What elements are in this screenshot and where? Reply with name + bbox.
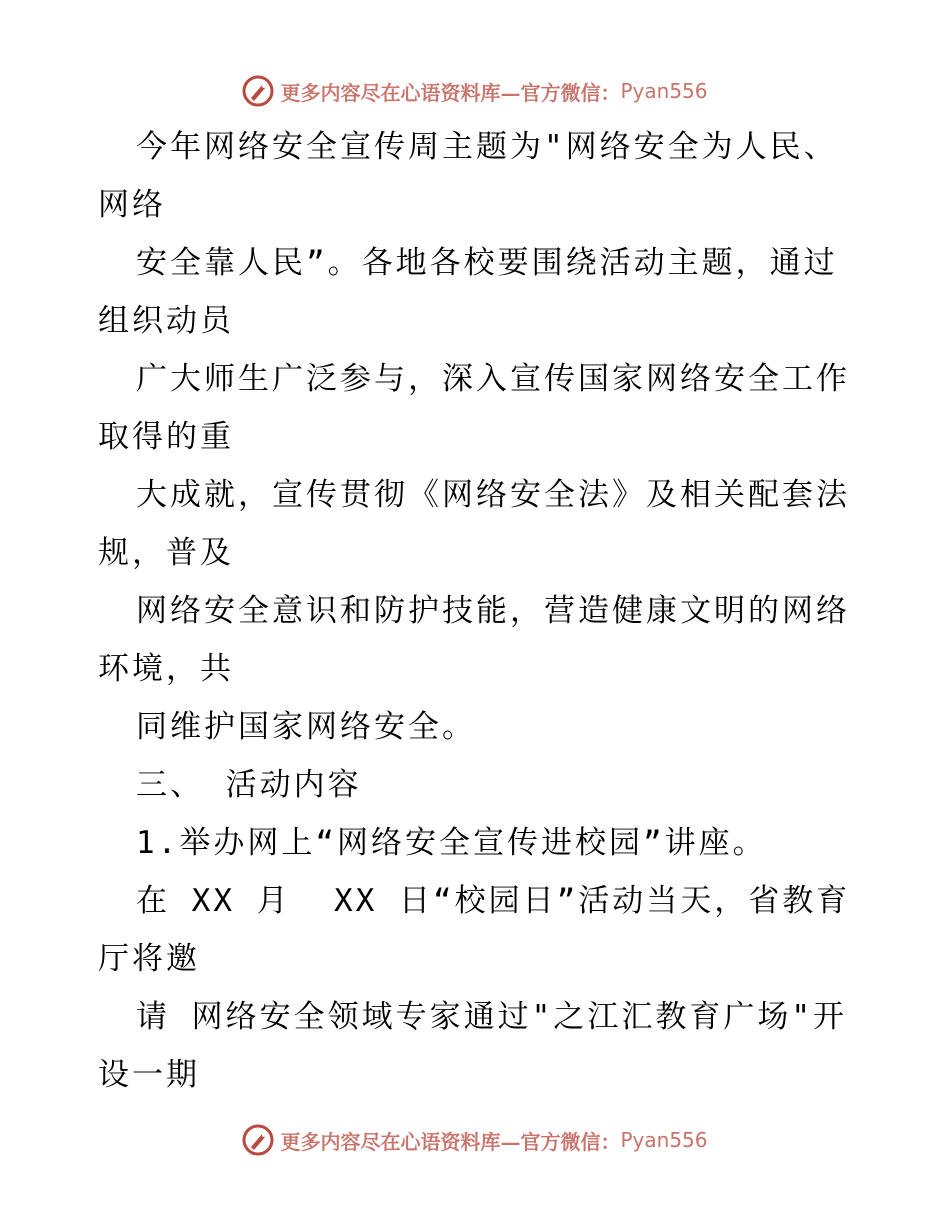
body-line: 安全靠人民”。各地各校要围绕活动主题，通过 xyxy=(136,245,838,281)
body-line: 规，普及 xyxy=(98,535,234,571)
pen-nib-logo-icon xyxy=(242,75,274,107)
header-watermark-banner xyxy=(0,71,950,111)
body-line: 取得的重 xyxy=(98,419,234,455)
watermark-text: 更多内容尽在心语资料库—官方微信： xyxy=(280,1129,621,1154)
footer-watermark-banner xyxy=(0,1120,950,1160)
body-line: 大成就，宣传贯彻《网络安全法》及相关配套法 xyxy=(136,477,850,513)
body-line: 同维护国家网络安全。 xyxy=(136,709,476,745)
body-line: 今年网络安全宣传周主题为"网络安全为人民、 xyxy=(136,129,838,165)
body-line: 网络安全意识和防护技能，营造健康文明的网络 xyxy=(136,593,850,629)
body-line: 请 网络安全领域专家通过"之江汇教育广场"开 xyxy=(136,999,847,1035)
watermark-wechat-id: Pyan556 xyxy=(620,1128,708,1152)
body-line: 环境，共 xyxy=(98,651,234,687)
watermark-wechat-id: Pyan556 xyxy=(620,79,708,103)
body-line: 在 XX 月 XX 日“校园日”活动当天，省教育 xyxy=(136,883,851,919)
body-line: 设一期 xyxy=(98,1057,200,1093)
body-line: 广大师生广泛参与，深入宣传国家网络安全工作 xyxy=(136,361,850,397)
document-body xyxy=(98,118,858,1104)
section-heading: 三、 活动内容 xyxy=(136,767,362,803)
body-line: 厅将邀 xyxy=(98,941,200,977)
body-line: 1.举办网上“网络安全宣传进校园”讲座。 xyxy=(136,825,767,861)
pen-nib-logo-icon xyxy=(242,1124,274,1156)
body-line: 组织动员 xyxy=(98,303,234,339)
body-line: 网络 xyxy=(98,187,166,223)
watermark-text: 更多内容尽在心语资料库—官方微信： xyxy=(280,80,621,105)
